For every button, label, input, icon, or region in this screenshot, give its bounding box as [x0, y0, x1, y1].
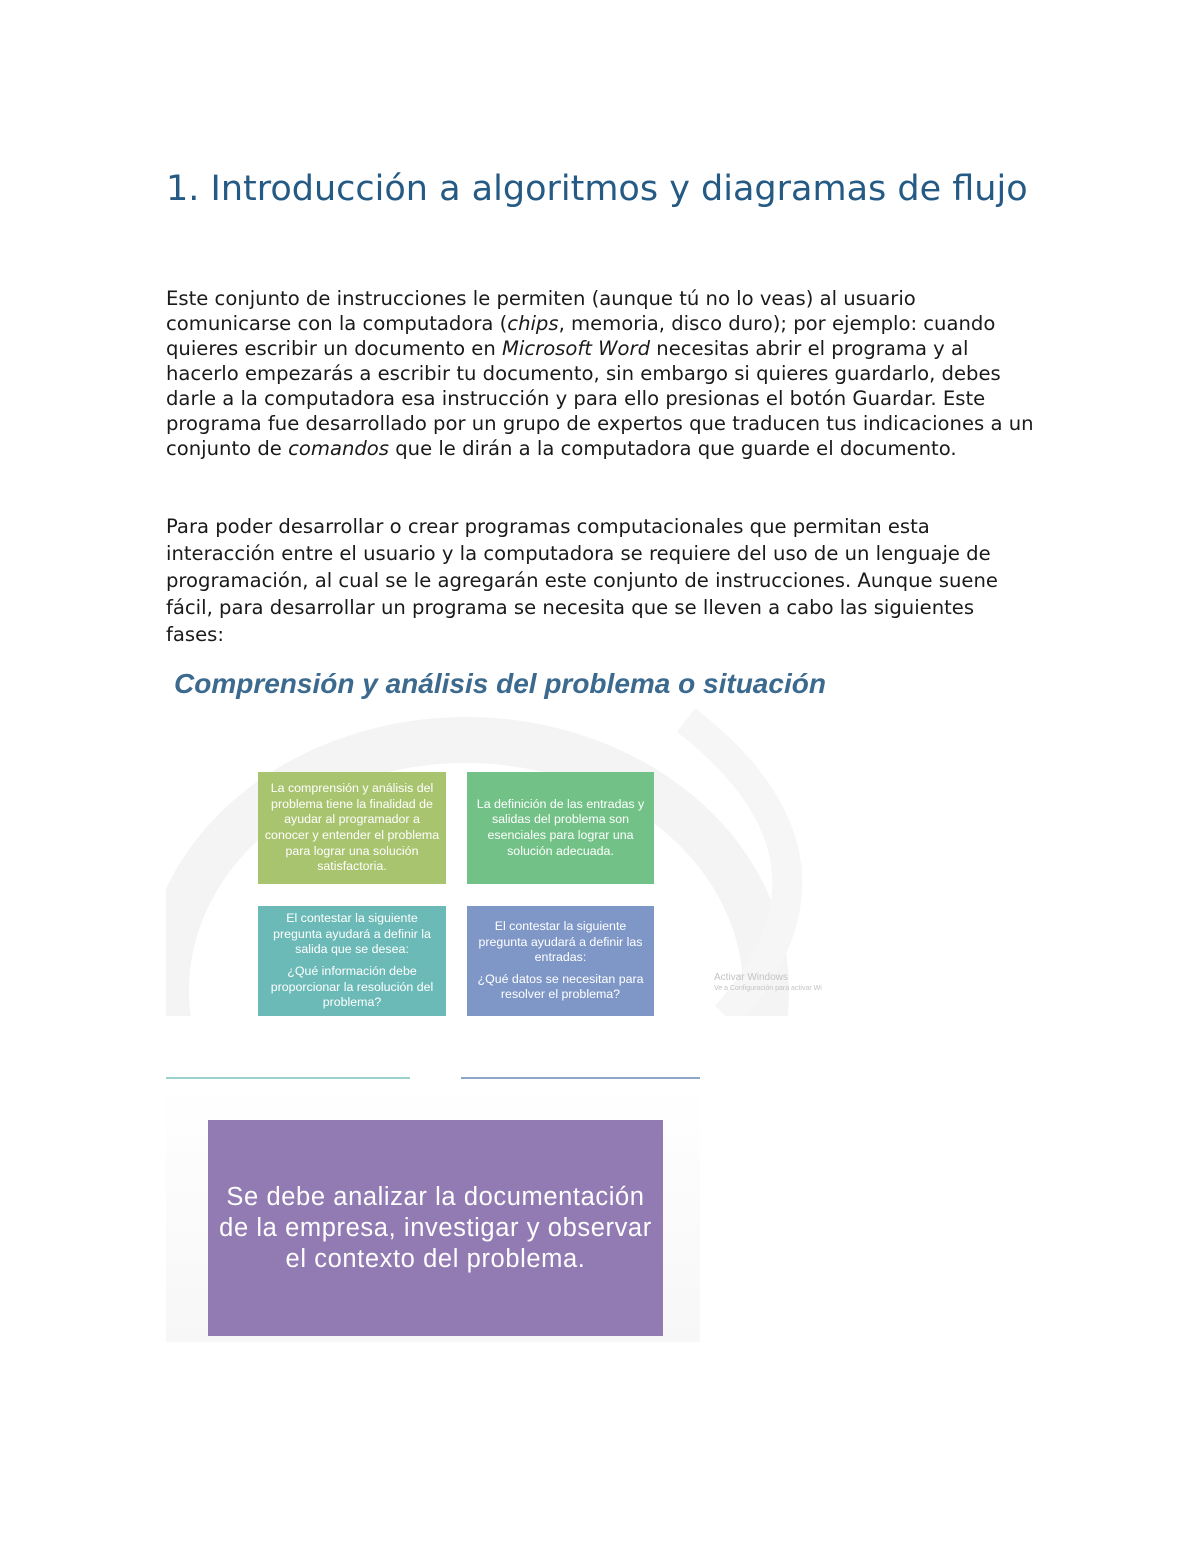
paragraph1-text-1: Este conjunto de instrucciones le permiten (aunque tú no lo veas) al usuario comunicarse con la computadora (: [166, 287, 916, 335]
section-heading: 1. Introducción a algoritmos y diagramas de flujo: [166, 169, 1028, 209]
paragraph1-italic-comandos: comandos: [288, 437, 389, 460]
phase-box-text: El contestar la siguiente pregunta ayudará a definir la salida que se desea:: [273, 911, 431, 957]
phase-box-text: La comprensión y análisis del problema tiene la finalidad de ayudar al programador a conocer y entender el problema para lograr una solución satisfactoria.: [264, 781, 440, 874]
phases-paragraph: Para poder desarrollar o crear programas computacionales que permitan esta interacción entre el usuario y la computadora se requiere del uso de un lenguaje de programación, al cual se le agregarán este conjunto de instrucciones. Aunque suene fácil, para desarrollar un programa se necesita que se lleven a cabo las siguientes fases:: [166, 515, 998, 646]
phase-box-comprehension: [258, 772, 446, 884]
paragraph1-italic-chips: chips: [507, 312, 559, 335]
phase-box-inputs-outputs: [467, 772, 654, 884]
phase-box-question: ¿Qué información debe proporcionar la resolución del problema?: [270, 964, 434, 1010]
phase-box-text: La definición de las entradas y salidas del problema son esenciales para lograr una solución adecuada.: [476, 796, 645, 858]
divider-line-right: [461, 1077, 700, 1079]
slide-title: Comprensión y análisis del problema o situación: [174, 668, 826, 699]
phase-box-question: ¿Qué datos se necesitan para resolver el problema?: [477, 971, 644, 1002]
paragraph1-italic-word: Microsoft Word: [502, 337, 651, 360]
divider-line-left: [166, 1077, 410, 1079]
windows-activation-watermark: [714, 972, 822, 994]
paragraph1-text-2: , memoria, disco duro); por ejemplo: cuando quieres escribir un documento en: [166, 312, 996, 360]
analysis-callout-text: Se debe analizar la documentación de la empresa, investigar y observar el contexto del problema.: [219, 1182, 652, 1273]
watermark-line-1: Activar Windows: [714, 972, 788, 983]
analysis-callout-box: [208, 1120, 663, 1336]
paragraph1-text-4: que le dirán a la computadora que guarde el documento.: [389, 437, 957, 460]
slide-image-comprehension: [166, 660, 846, 1016]
phase-box-input-question: [467, 906, 654, 1016]
watermark-line-2: Ve a Configuración para activar Wi: [714, 985, 822, 992]
paragraph1-text-3: necesitas abrir el programa y al hacerlo empezarás a escribir tu documento, sin embargo si quieres guardarlo, debes darle a la computadora esa instrucción y para ello presionas el botón Guardar. Este programa fue desarrollado por un grupo de expertos que traducen tus indicaciones a un conjunto de: [166, 337, 1034, 460]
phase-box-output-question: [258, 906, 446, 1016]
phase-box-text: El contestar la siguiente pregunta ayudará a definir las entradas:: [478, 919, 643, 965]
slide-image-analysis: [166, 1070, 700, 1342]
intro-paragraph: [166, 286, 1036, 461]
